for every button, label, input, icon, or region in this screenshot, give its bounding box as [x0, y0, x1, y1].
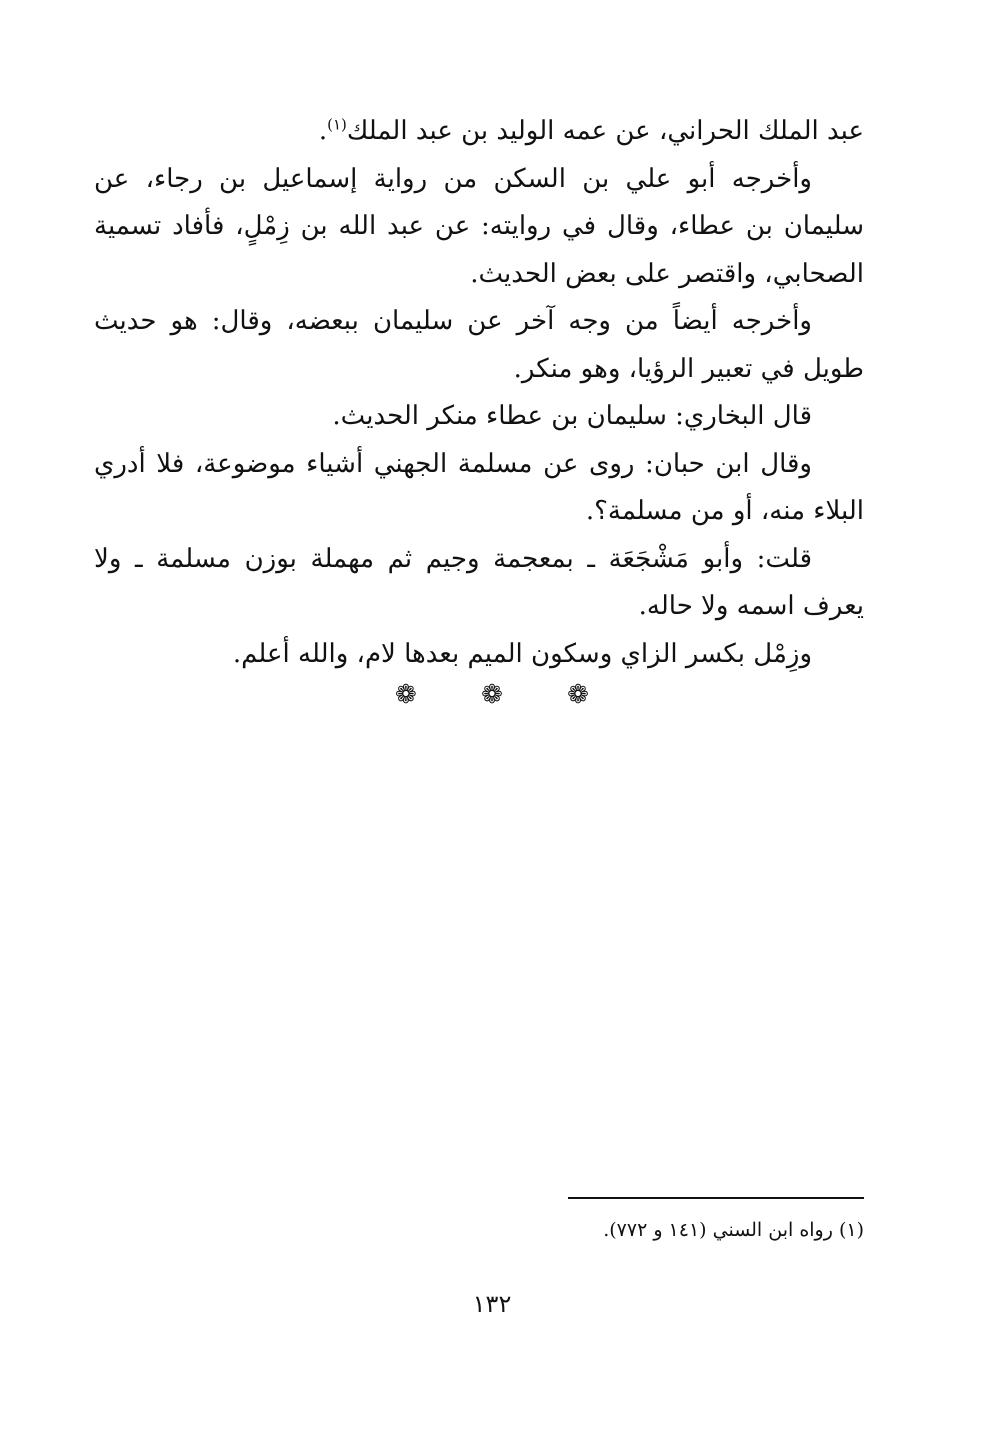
footnote-1: (١) رواه ابن السني (١٤١ و ٧٧٢). — [603, 1219, 864, 1241]
footnote-marker: (١) — [327, 115, 347, 134]
paragraph-1-tail: . — [318, 116, 328, 146]
paragraph-1 — [94, 108, 864, 156]
paragraph-3: وأخرجه أيضاً من وجه آخر عن سليمان ببعضه، وقال: هو حديث طويل في تعبير الرؤيا، وهو منكر. — [94, 306, 864, 384]
paragraph-5: وقال ابن حبان: روى عن مسلمة الجهني أشياء موضوعة، فلا أدري البلاء منه، أو من مسلمة؟. — [94, 448, 864, 526]
section-separator — [0, 680, 984, 710]
separator-star-1: ❁ — [567, 680, 589, 710]
page-number: ١٣٢ — [472, 1290, 512, 1318]
main-text — [94, 108, 864, 678]
paragraph-6: قلت: وأبو مَشْجَعَة ـ بمعجمة وجيم ثم مهملة بوزن مسلمة ـ ولا يعرف اسمه ولا حاله. — [94, 543, 864, 621]
footnote-divider — [568, 1197, 864, 1199]
separator-star-2: ❁ — [481, 680, 503, 710]
paragraph-1-text: عبد الملك الحراني، عن عمه الوليد بن عبد الملك — [346, 116, 864, 146]
paragraph-4: قال البخاري: سليمان بن عطاء منكر الحديث. — [332, 401, 812, 431]
paragraph-7: وزِمْل بكسر الزاي وسكون الميم بعدها لام، والله أعلم. — [232, 638, 812, 669]
separator-star-3: ❁ — [395, 680, 417, 710]
paragraph-2: وأخرجه أبو علي بن السكن من رواية إسماعيل بن رجاء، عن سليمان بن عطاء، وقال في روايته: عن عبد الله بن زِمْلٍ، فأفاد تسمية الصحابي، واقتصر على بعض الحديث. — [94, 163, 864, 289]
